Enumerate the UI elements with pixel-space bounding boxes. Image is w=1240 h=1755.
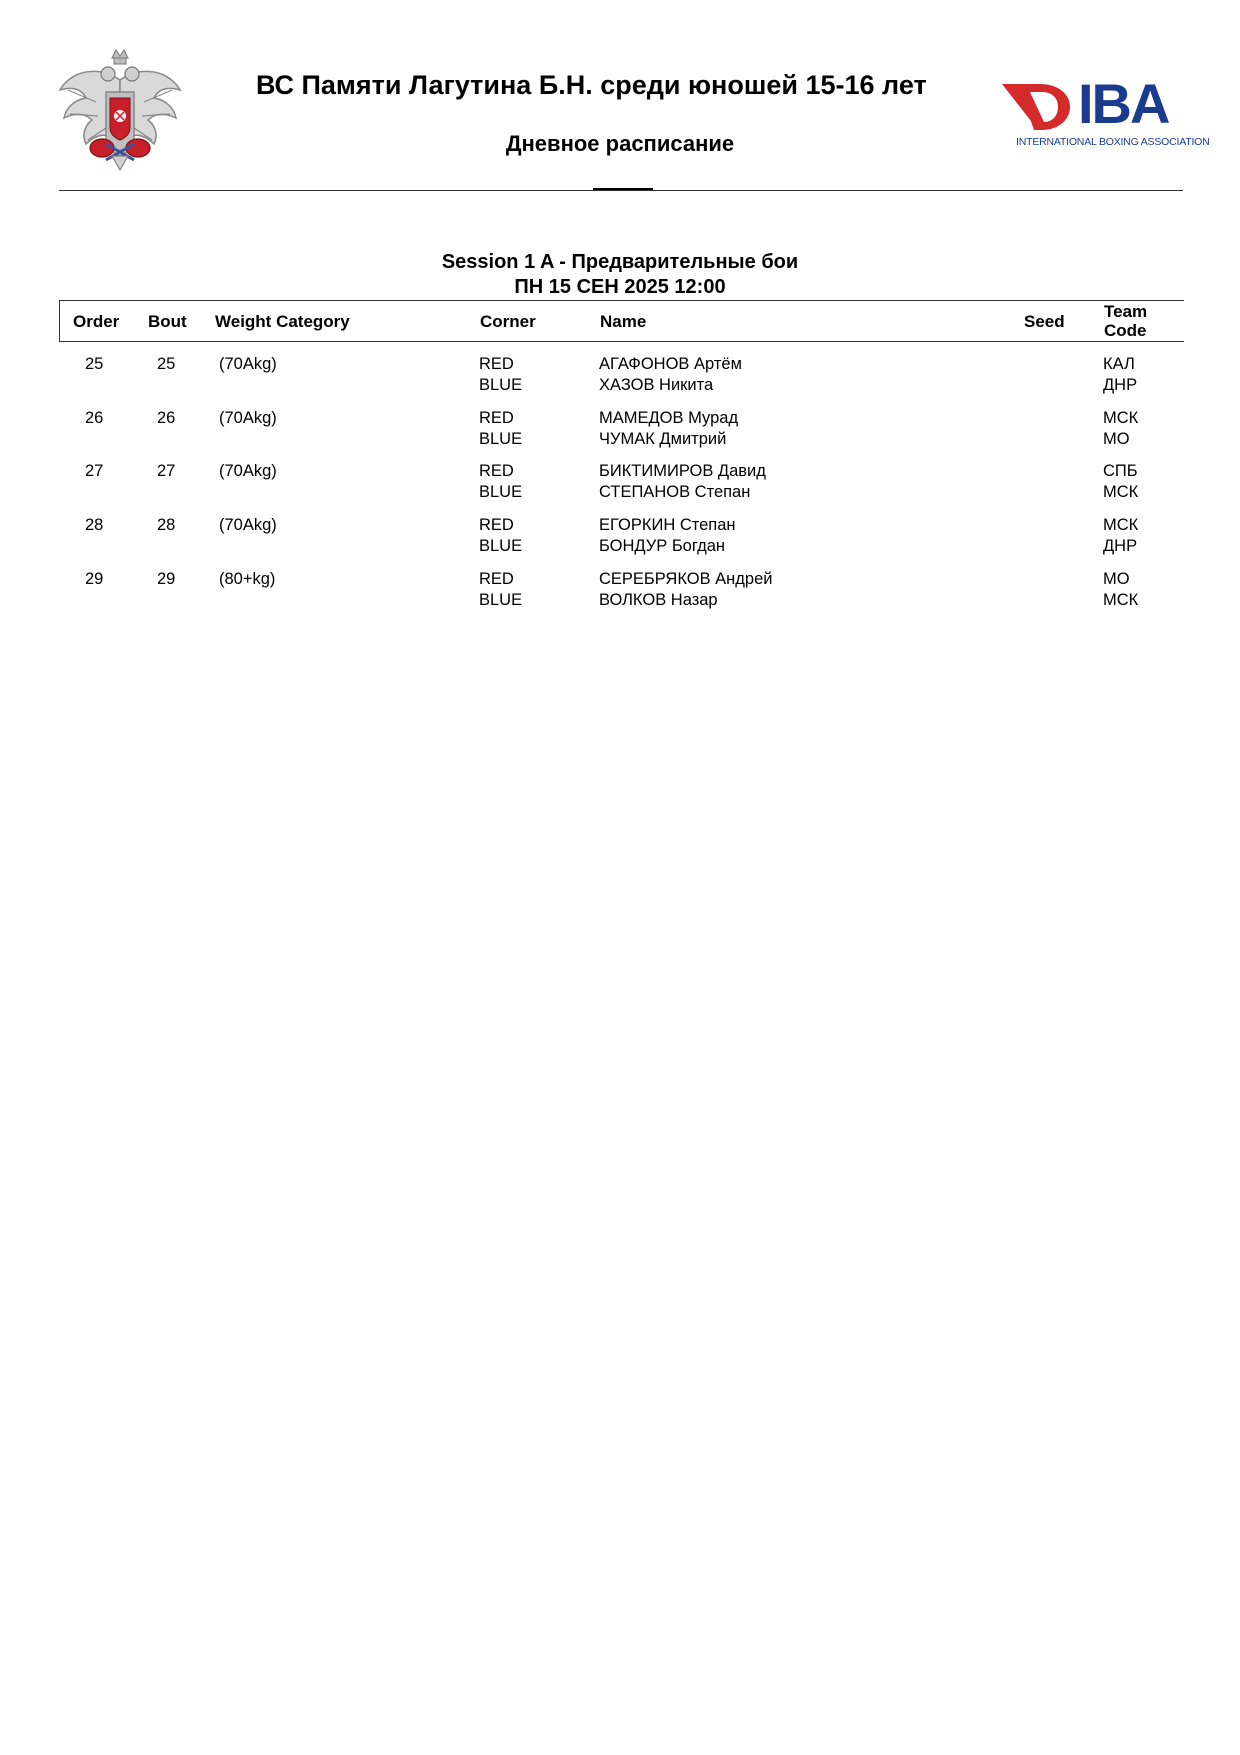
iba-mark-icon [1000,80,1076,134]
row-order: 29 [85,570,104,588]
row-weight: (80+kg) [219,570,276,588]
page-title: ВС Памяти Лагутина Б.Н. среди юношей 15-16 лет [256,70,927,100]
iba-logo-subtext: INTERNATIONAL BOXING ASSOCIATION [1016,136,1210,148]
session-name: Session 1 A - Предварительные бои [441,251,799,273]
row-blue-corner: BLUE [479,537,523,555]
row-weight: (70Akg) [219,409,277,427]
header-divider [59,190,1183,191]
iba-logo-text: IBA [1078,72,1169,135]
row-red-team: КАЛ [1103,355,1135,373]
row-blue-corner: BLUE [479,591,523,609]
header-divider-accent [593,188,653,190]
col-name: Name [600,312,647,331]
row-blue-corner: BLUE [479,376,523,394]
row-red-corner: RED [479,516,514,534]
row-blue-team: МСК [1103,591,1139,609]
row-red-name: АГАФОНОВ Артём [599,355,742,373]
row-red-team: МСК [1103,516,1139,534]
col-corner: Corner [480,312,536,331]
col-weight-category: Weight Category [215,312,350,331]
col-team-code-line1: Team [1104,302,1148,321]
row-bout: 28 [157,516,176,534]
table-header [59,300,1184,342]
row-red-name: ЕГОРКИН Степан [599,516,736,534]
row-weight: (70Akg) [219,516,277,534]
row-order: 27 [85,462,104,480]
col-order: Order [73,312,120,331]
row-blue-team: ДНР [1103,537,1138,555]
row-bout: 25 [157,355,176,373]
row-bout: 29 [157,570,176,588]
row-blue-name: БОНДУР Богдан [599,537,726,555]
iba-logo [1000,72,1210,152]
row-blue-team: МСК [1103,483,1139,501]
page-subtitle: Дневное расписание [505,131,735,156]
col-bout: Bout [148,312,187,331]
row-red-corner: RED [479,355,514,373]
row-bout: 26 [157,409,176,427]
row-blue-team: МО [1103,430,1130,448]
row-order: 28 [85,516,104,534]
row-bout: 27 [157,462,176,480]
row-weight: (70Akg) [219,462,277,480]
row-order: 26 [85,409,104,427]
row-blue-corner: BLUE [479,430,523,448]
row-weight: (70Akg) [219,355,277,373]
row-blue-corner: BLUE [479,483,523,501]
row-blue-name: ВОЛКОВ Назар [599,591,718,609]
col-team-code-line2: Code [1104,321,1147,340]
row-red-corner: RED [479,462,514,480]
row-red-team: МСК [1103,409,1139,427]
col-team-code [1104,302,1147,340]
row-red-name: СЕРЕБРЯКОВ Андрей [599,570,773,588]
row-order: 25 [85,355,104,373]
row-red-name: МАМЕДОВ Мурад [599,409,739,427]
row-red-team: СПБ [1103,462,1138,480]
row-red-name: БИКТИМИРОВ Давид [599,462,766,480]
row-red-corner: RED [479,570,514,588]
row-blue-name: ЧУМАК Дмитрий [599,430,727,448]
session-heading [0,250,1240,300]
row-blue-name: ХАЗОВ Никита [599,376,714,394]
row-red-team: МО [1103,570,1130,588]
row-blue-team: ДНР [1103,376,1138,394]
session-datetime: ПН 15 СЕН 2025 12:00 [514,276,726,298]
row-blue-name: СТЕПАНОВ Степан [599,483,751,501]
col-seed: Seed [1024,312,1065,331]
row-red-corner: RED [479,409,514,427]
